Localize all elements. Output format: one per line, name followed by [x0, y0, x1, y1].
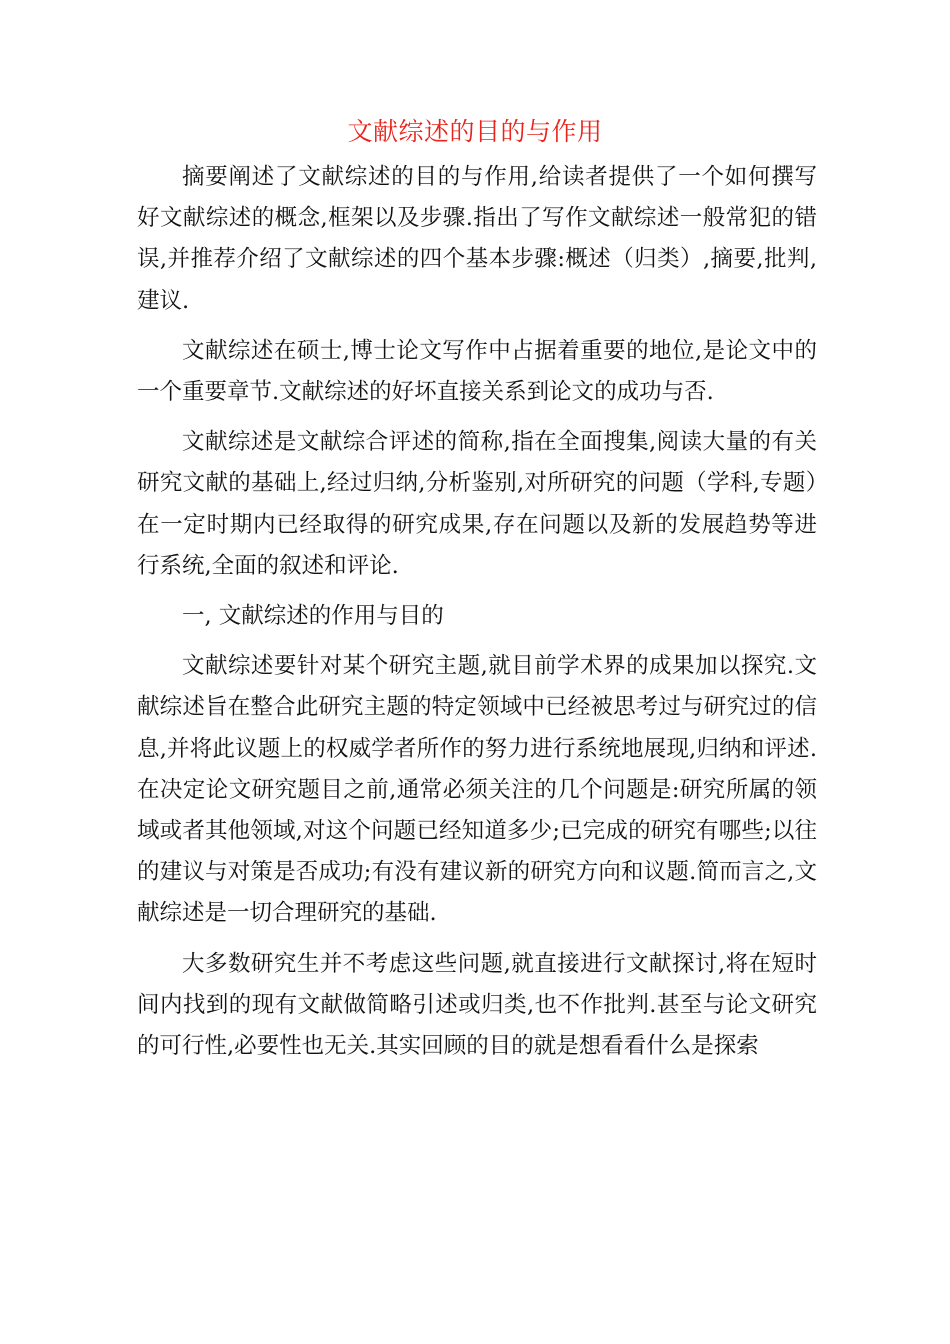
document-body	[137, 157, 817, 1076]
section-heading: 一, 文献综述的作用与目的	[182, 603, 444, 630]
paragraph-common-mistakes: 大多数研究生并不考虑这些问题,就直接进行文献探讨,将在短时间内找到的现有文献做简略引述或归类,也不作批判.甚至与论文研究的可行性,必要性也无关.其实回顾的目的就是想看看什么是探索	[137, 950, 817, 1060]
paragraph-definition: 文献综述是文献综合评述的简称,指在全面搜集,阅读大量的有关研究文献的基础上,经过归纳,分析鉴别,对所研究的问题（学科,专题）在一定时期内已经取得的研究成果,存在问题以及新的发展趋势等进行系统,全面的叙述和评论.	[137, 429, 817, 579]
paragraph-abstract: 摘要阐述了文献综述的目的与作用,给读者提供了一个如何撰写好文献综述的概念,框架以及步骤.指出了写作文献综述一般常犯的错误,并推荐介绍了文献综述的四个基本步骤:概述（归类）,摘要,批判,建议.	[137, 164, 817, 314]
paragraph-importance: 文献综述在硕士,博士论文写作中占据着重要的地位,是论文中的一个重要章节.文献综述的好坏直接关系到论文的成功与否.	[137, 337, 817, 406]
document-title: 文献综述的目的与作用	[347, 117, 603, 146]
paragraph-purpose: 文献综述要针对某个研究主题,就目前学术界的成果加以探究.文献综述旨在整合此研究主题的特定领域中已经被思考过与研究过的信息,并将此议题上的权威学者所作的努力进行系统地展现,归纳和评述.在决定论文研究题目之前,通常必须关注的几个问题是:研究所属的领域或者其他领域,对这个问题已经知道多少;已完成的研究有哪些;以往的建议与对策是否成功;有没有建议新的研究方向和议题.简而言之,文献综述是一切合理研究的基础.	[137, 653, 817, 927]
